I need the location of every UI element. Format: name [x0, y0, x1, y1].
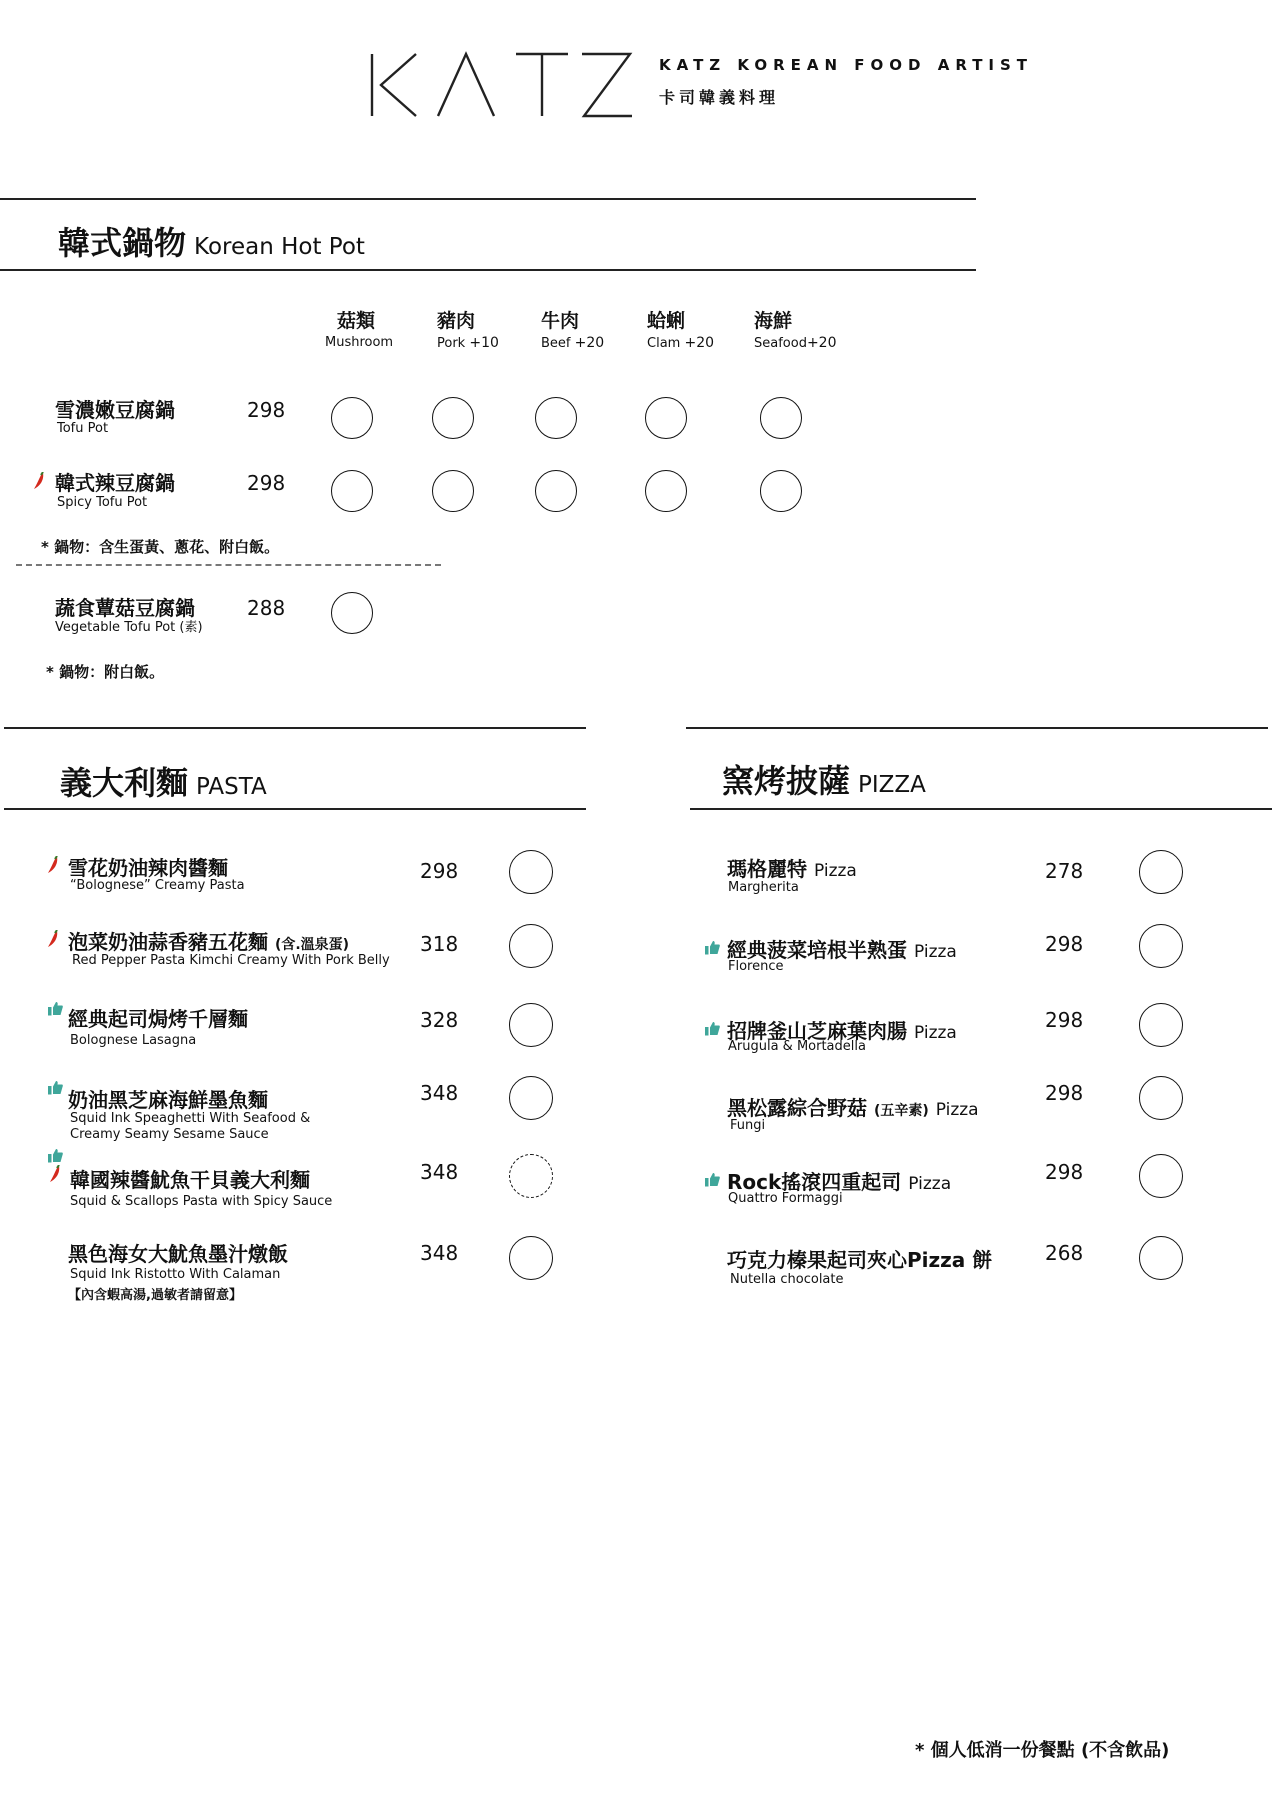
order-checkbox-seafood[interactable]	[760, 470, 802, 512]
pizza-item-name-en: Arugula & Mortadella	[728, 1039, 866, 1054]
col-label-en: Mushroom	[325, 335, 394, 350]
pizza-item-price: 298	[1045, 1160, 1084, 1184]
hotpot-rule-bottom	[0, 269, 976, 271]
thumbs-up-icon	[705, 1172, 720, 1187]
order-checkbox-mushroom[interactable]	[331, 397, 373, 439]
hotpot-title-en: Korean Hot Pot	[194, 234, 365, 260]
hotpot-col-seafood	[754, 306, 837, 351]
pasta-title-en: PASTA	[196, 774, 267, 800]
katz-logo	[368, 50, 638, 120]
pasta-item-name-en: Red Pepper Pasta Kimchi Creamy With Pork Belly	[72, 953, 390, 968]
hotpot-item-price: 298	[247, 398, 286, 422]
pizza-item-name-text: 瑪格麗特	[727, 857, 807, 881]
veg-en-text: Vegetable Tofu Pot	[55, 620, 176, 635]
col-surcharge: +20	[684, 335, 715, 351]
col-label-zh: 蛤蜊	[647, 310, 686, 332]
order-checkbox[interactable]	[509, 850, 553, 894]
pizza-rule-top	[686, 727, 1268, 729]
pasta-item-name-en: “Bolognese” Creamy Pasta	[70, 878, 245, 893]
col-label-en: Beef	[541, 336, 571, 351]
hotpot-veg-price: 288	[247, 596, 286, 620]
pasta-item-price: 328	[420, 1008, 459, 1032]
col-surcharge: +20	[806, 335, 837, 351]
thumbs-up-icon	[48, 1080, 63, 1095]
hotpot-dashed-divider	[16, 564, 441, 566]
order-checkbox[interactable]	[1139, 924, 1183, 968]
pizza-item-note: (五辛素)	[873, 1103, 929, 1119]
hotpot-col-mushroom	[325, 306, 393, 350]
order-checkbox-clam[interactable]	[645, 470, 687, 512]
chili-icon	[46, 930, 60, 948]
order-checkbox-clam[interactable]	[645, 397, 687, 439]
pizza-item-name-text: 招牌釜山芝麻葉肉腸	[727, 1019, 907, 1043]
hotpot-item-name: 韓式辣豆腐鍋	[55, 471, 175, 495]
pizza-item-suffix: Pizza	[908, 1174, 952, 1194]
pizza-title-zh: 窯烤披薩	[722, 762, 851, 800]
pasta-item-price: 318	[420, 932, 459, 956]
col-label-zh: 牛肉	[541, 310, 580, 332]
hotpot-item-name: 雪濃嫩豆腐鍋	[55, 398, 175, 422]
pasta-allergy-note: 【內含蝦高湯,過敏者請留意】	[68, 1288, 242, 1303]
order-checkbox-seafood[interactable]	[760, 397, 802, 439]
pasta-item-name: 經典起司焗烤千層麵	[68, 1007, 248, 1031]
pasta-item-name: 雪花奶油辣肉醬麵	[68, 856, 228, 880]
pizza-item-suffix: Pizza	[913, 942, 957, 962]
pizza-title-en: PIZZA	[858, 772, 926, 798]
pizza-item-suffix: Pizza	[813, 861, 857, 881]
hotpot-note-2: * 鍋物：附白飯。	[46, 663, 165, 681]
pasta-item-price: 348	[420, 1241, 459, 1265]
pizza-item-name: 巧克力榛果起司夾心Pizza 餅	[727, 1248, 993, 1272]
hotpot-rule-top	[0, 198, 976, 200]
pasta-item-name: 奶油黑芝麻海鮮墨魚麵	[68, 1088, 268, 1112]
pasta-item-name-en: Squid & Scallops Pasta with Spicy Sauce	[70, 1194, 333, 1209]
pizza-item-name	[727, 1092, 979, 1121]
col-surcharge: +10	[469, 335, 499, 351]
order-checkbox[interactable]	[509, 1154, 553, 1198]
order-checkbox[interactable]	[509, 1236, 553, 1280]
hotpot-veg-name: 蔬食蕈菇豆腐鍋	[55, 596, 195, 620]
thumbs-up-icon	[705, 940, 720, 955]
pizza-title	[722, 756, 926, 802]
hotpot-item-price: 298	[247, 471, 286, 495]
pizza-item-name-text: 黑松露綜合野菇	[727, 1096, 867, 1120]
pasta-item-price: 298	[420, 859, 459, 883]
order-checkbox[interactable]	[509, 1003, 553, 1047]
order-checkbox-veg[interactable]	[331, 592, 373, 634]
pizza-item-name-en: Nutella chocolate	[730, 1272, 844, 1287]
chili-icon	[48, 1165, 62, 1183]
col-label-en: Seafood	[754, 336, 807, 351]
thumbs-up-icon	[48, 1001, 63, 1016]
hotpot-note: * 鍋物：含生蛋黃、蔥花、附白飯。	[41, 538, 280, 556]
hotpot-title	[58, 218, 365, 264]
hotpot-item-name-en: Spicy Tofu Pot	[57, 495, 148, 510]
col-label-en: Clam	[647, 336, 681, 351]
pasta-item-price: 348	[420, 1081, 459, 1105]
order-checkbox-beef[interactable]	[535, 397, 577, 439]
thumbs-up-icon	[705, 1021, 720, 1036]
pizza-item-suffix: Pizza	[913, 1023, 957, 1043]
thumbs-up-icon	[48, 1148, 63, 1163]
pasta-item-name-en: Squid Ink Ristotto With Calaman	[70, 1267, 281, 1282]
pasta-item-price: 348	[420, 1160, 459, 1184]
pizza-item-price: 268	[1045, 1241, 1084, 1265]
pasta-item-name-en: Squid Ink Speaghetti With Seafood &	[70, 1111, 311, 1126]
order-checkbox[interactable]	[509, 924, 553, 968]
pasta-item-name-en: Bolognese Lasagna	[70, 1033, 197, 1048]
pasta-item-name: 韓國辣醬魷魚干貝義大利麵	[70, 1168, 310, 1192]
col-surcharge: +20	[574, 335, 605, 351]
order-checkbox[interactable]	[1139, 1154, 1183, 1198]
order-checkbox[interactable]	[1139, 1003, 1183, 1047]
order-checkbox-pork[interactable]	[432, 397, 474, 439]
order-checkbox[interactable]	[1139, 1076, 1183, 1120]
pizza-item-name-en: Margherita	[728, 880, 799, 895]
col-label-zh: 豬肉	[437, 310, 476, 332]
hotpot-item-name-en: Tofu Pot	[57, 421, 109, 436]
pasta-item-name: 黑色海女大魷魚墨汁燉飯	[68, 1242, 288, 1266]
hotpot-col-clam	[647, 306, 714, 351]
chili-icon	[32, 472, 46, 490]
col-label-en: Pork	[437, 336, 466, 351]
order-checkbox[interactable]	[1139, 850, 1183, 894]
hotpot-title-zh: 韓式鍋物	[58, 224, 187, 262]
pizza-item-name-en: Quattro Formaggi	[728, 1191, 843, 1206]
pizza-item-price: 278	[1045, 859, 1084, 883]
brand-tagline-zh: 卡司韓義料理	[659, 88, 780, 107]
pizza-item-name-en: Florence	[728, 959, 784, 974]
pasta-rule-bottom	[4, 808, 586, 810]
pasta-title	[60, 758, 267, 804]
pizza-rule-bottom	[690, 808, 1272, 810]
hotpot-col-pork	[437, 306, 499, 351]
pizza-item-name-text: Rock搖滾四重起司	[727, 1170, 902, 1194]
pasta-rule-top	[4, 727, 586, 729]
pizza-item-price: 298	[1045, 932, 1084, 956]
pasta-item-name	[68, 926, 349, 955]
pizza-item-name-text: 經典菠菜培根半熟蛋	[727, 938, 907, 962]
minimum-charge-note: * 個人低消一份餐點 (不含飲品)	[915, 1740, 1170, 1761]
pizza-item-price: 298	[1045, 1008, 1084, 1032]
pasta-item-note: (含.溫泉蛋)	[274, 937, 350, 953]
order-checkbox[interactable]	[509, 1076, 553, 1120]
col-label-zh: 海鮮	[754, 310, 793, 332]
pizza-item-name-en: Fungi	[730, 1118, 766, 1133]
pizza-item-name	[727, 853, 857, 882]
pasta-item-name-en-line2: Creamy Seamy Sesame Sauce	[70, 1127, 269, 1142]
pizza-item-price: 298	[1045, 1081, 1084, 1105]
brand-tagline-en: KATZ KOREAN FOOD ARTIST	[659, 56, 1034, 74]
order-checkbox-pork[interactable]	[432, 470, 474, 512]
veg-tag: (素)	[179, 620, 203, 635]
pasta-title-zh: 義大利麵	[60, 764, 189, 802]
pasta-item-name-text: 泡菜奶油蒜香豬五花麵	[68, 930, 268, 954]
pizza-item-suffix: Pizza	[935, 1100, 979, 1120]
hotpot-col-beef	[541, 306, 604, 351]
order-checkbox-mushroom[interactable]	[331, 470, 373, 512]
hotpot-veg-name-en	[55, 620, 203, 636]
chili-icon	[46, 856, 60, 874]
order-checkbox[interactable]	[1139, 1236, 1183, 1280]
order-checkbox-beef[interactable]	[535, 470, 577, 512]
col-label-zh: 菇類	[337, 310, 376, 332]
